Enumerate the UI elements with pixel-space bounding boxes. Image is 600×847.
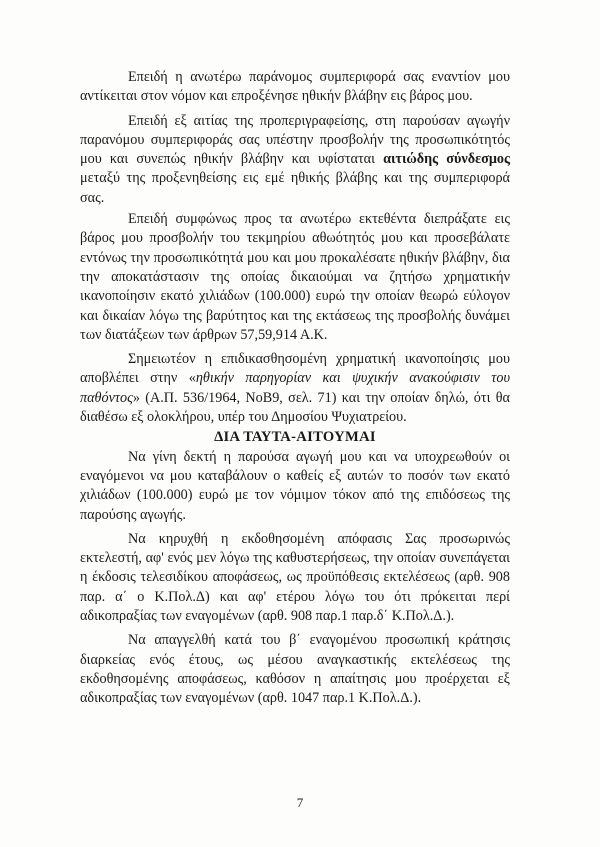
causal-link-bold-term: αιτιώδης σύνδεσμος: [383, 151, 510, 168]
paragraph-unlawful-conduct: Επειδή η ανωτέρω παράνομος συμπεριφορά σας εναντίον μου αντίκειται στον νόμον και επροξένησε ηθικήν βλάβην εις βάρος μου.: [80, 69, 510, 105]
page-number: 7: [296, 795, 304, 810]
paragraph-moral-solace: [80, 350, 510, 427]
request-provisional-enforcement: Να κηρυχθή η εκδοθησομένη απόφασις Σας προσωρινώς εκτελεστή, αφ' ενός μεν λόγω της καθυστερήσεως, την οποίαν συνεπάγεται η έκδοσις τελεσιδίκου αποφάσεως, ως προϋπόθεσις εκτελέσεως (αρθ. 908 παρ. α΄ ο Κ.Πολ.Δ) και αφ' ετέρου λόγω του ότι πρόκειται περί αδικοπραξίας των εναγομένων (αρθ. 908 παρ.1 παρ.δ΄ Κ.Πολ.Δ.).: [80, 530, 510, 625]
paragraph-causal-link: [80, 112, 510, 208]
section-heading: ΔΙΑ ΤΑΥΤΑ-ΑΙΤΟΥΜΑΙ: [214, 429, 376, 446]
moral-solace-text-after: » (Α.Π. 536/1964, ΝοΒ9, σελ. 71) και την οποίαν δηλώ, ότι θα διαθέσω εξ ολοκλήρου, υπέρ του Δημοσίου Ψυχιατρείου.: [80, 389, 510, 426]
causal-link-text-before: Επειδή εξ αιτίας της προπεριγραφείσης, στη παρούσαν αγωγήν παρανόμου συμπεριφοράς σας υπέστην προσβολήν της προσωπικότητός μου και συνεπώς ηθικήν βλάβην και υφίσταται: [80, 112, 510, 168]
moral-solace-italic-quote: ηθικήν παρηγορίαν και ψυχικήν ανακούφισιν του παθόντος: [80, 370, 510, 406]
moral-solace-text-before: Σημειωτέον η επιδικασθησομένη χρηματική ικανοποίησις μου αποβλέπει στην «: [80, 351, 510, 387]
request-personal-detention: Να απαγγελθή κατά του β΄ εναγομένου προσωπική κράτησις διαρκείας ενός έτους, ως μέσου αναγκαστικής εκτελέσεως της εκδοθησομένης αποφάσεως, καθόσον η απαίτησις μου προέρχεται εξ αδικοπραξίας των εναγομένων (αρθ. 1047 παρ.1 Κ.Πολ.Δ.).: [80, 632, 510, 707]
request-accept-lawsuit: Να γίνη δεκτή η παρούσα αγωγή μου και να υποχρεωθούν οι εναγόμενοι να μου καταβάλουν ο καθείς εξ αυτών το ποσόν των εκατό χιλιάδων (100.000) ευρώ με τον νόμιμον τόκον από της επιδόσεως της παρούσης αγωγής.: [80, 448, 510, 523]
paragraph-compensation-claim: Επειδή συμφώνως προς τα ανωτέρω εκτεθέντα διεπράξατε εις βάρος μου προσβολήν του τεκμηρίου αθωότητός μου και προσεβάλατε εντόνως την προσωπικότητά μου και μου προκαλέσατε ηθικήν βλάβην, δια την αποκατάστασιν της οποίας δικαιούμαι να ζητήσω χρηματικήν ικανοποίησιν εκατό χιλιάδων (100.000) ευρώ την οποίαν θεωρώ εύλογον και δικαίαν λόγω της βαρύτητος και της εκτάσεως της προσβολής δυνάμει των διατάξεων των άρθρων 57,59,914 Α.Κ.: [80, 211, 510, 343]
causal-link-text-after: μεταξύ της προξενηθείσης εις εμέ ηθικής βλάβης και της συμπεριφορά σας.: [80, 170, 510, 206]
document-body: [80, 68, 510, 709]
